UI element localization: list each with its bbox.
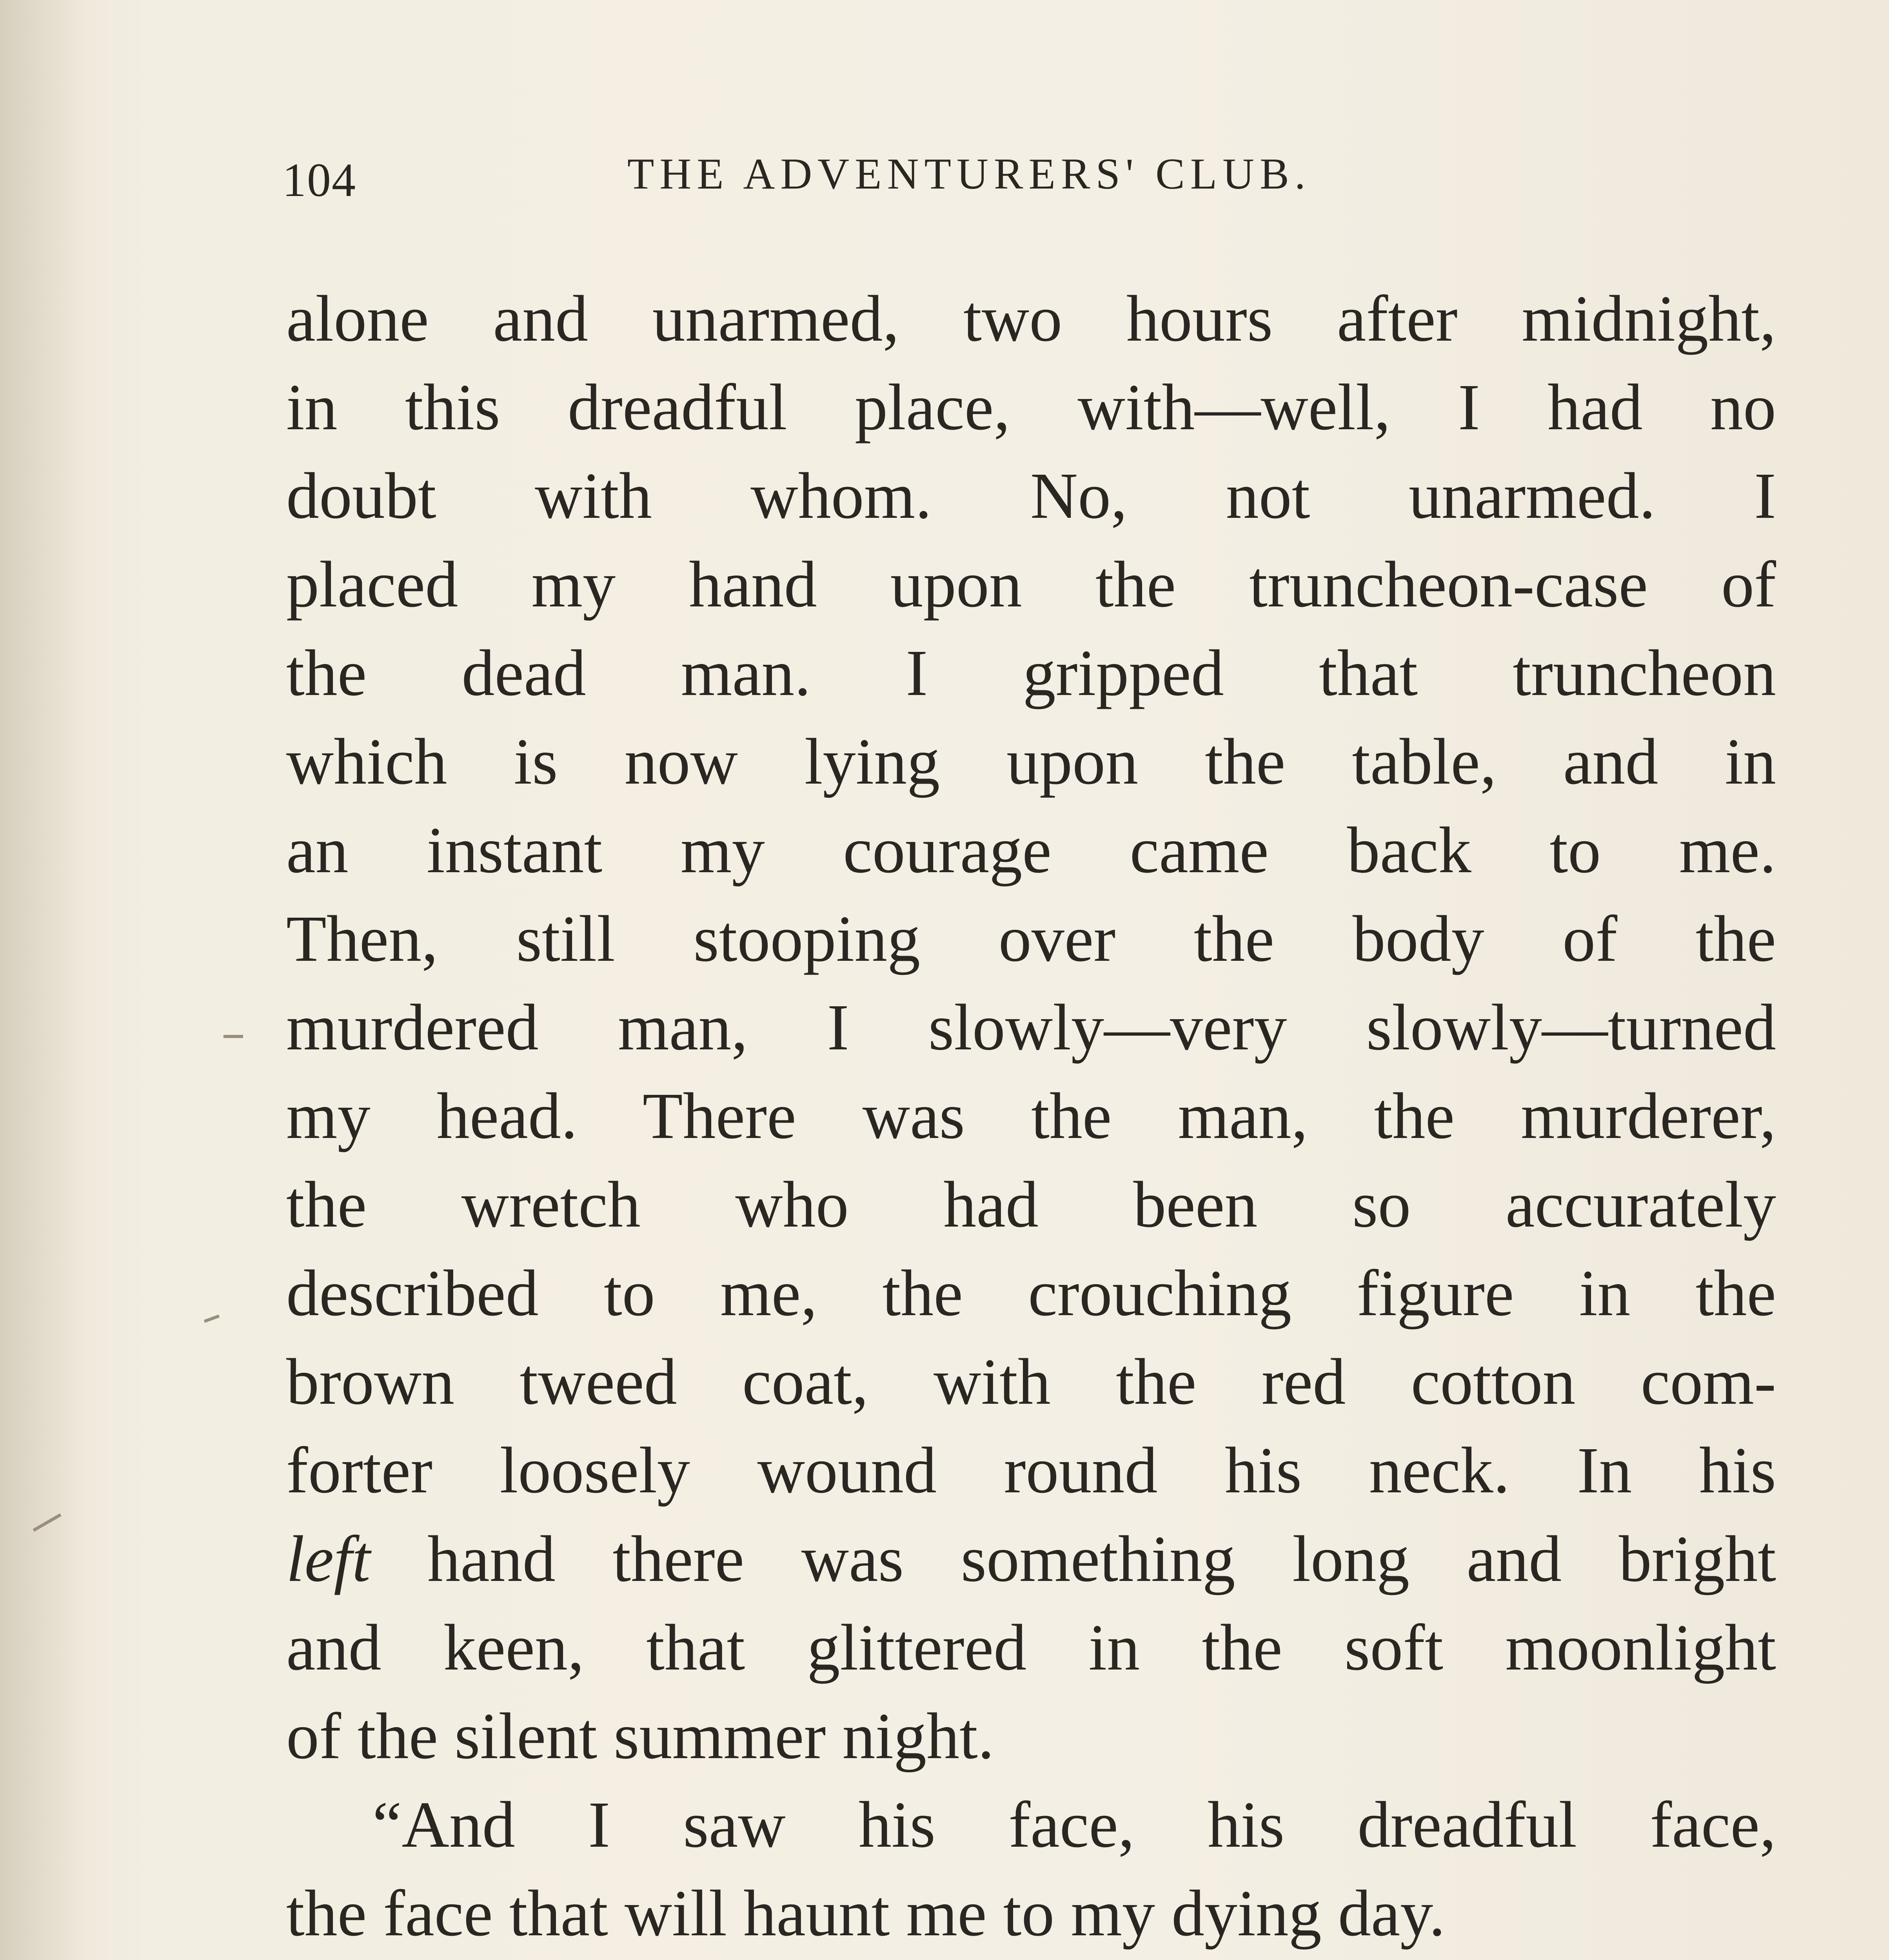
text-line: described to me, the crouching figure in the [286, 1257, 1776, 1330]
text-line: the wretch who had been so accurately [286, 1168, 1776, 1241]
text-line: forter loosely wound round his neck. In his [286, 1434, 1776, 1507]
running-head [282, 145, 1780, 216]
running-title: THE ADVENTURERS' CLUB. [627, 150, 1311, 198]
margin-mark [204, 1314, 220, 1323]
margin-mark [223, 1035, 243, 1038]
page-number: 104 [282, 154, 356, 207]
text-line: and keen, that glittered in the soft moonlight [286, 1611, 1776, 1684]
text-line: placed my hand upon the truncheon-case of [286, 548, 1776, 621]
text-line: doubt with whom. No, not unarmed. I [286, 459, 1776, 532]
text-line: my head. There was the man, the murderer, [286, 1080, 1776, 1152]
text-line: the face that will haunt me to my dying day. [286, 1877, 1446, 1950]
text-line [286, 1958, 1776, 1960]
text-line: Then, still stooping over the body of the [286, 902, 1776, 975]
text-line: which is now lying upon the table, and in [286, 725, 1776, 798]
italic-word: left [286, 1523, 371, 1595]
text-line-italic-lead [286, 1515, 1776, 1603]
text-line: of the silent summer night. [286, 1700, 994, 1773]
line-remainder: hand there was something long and bright [370, 1523, 1776, 1595]
text-line: the dead man. I gripped that truncheon [286, 637, 1776, 710]
text-line: alone and unarmed, two hours after midnight, [286, 282, 1776, 355]
body-text [286, 274, 1776, 1960]
text-line: “And I saw his face, his dreadful face, [372, 1788, 1776, 1861]
text-line: in this dreadful place, with—well, I had no [286, 371, 1776, 444]
text-line: brown tweed coat, with the red cotton com- [286, 1345, 1776, 1418]
gutter-shadow [0, 0, 86, 1960]
text-line: murdered man, I slowly—very slowly—turned [286, 991, 1776, 1064]
text-line: an instant my courage came back to me. [286, 814, 1776, 887]
